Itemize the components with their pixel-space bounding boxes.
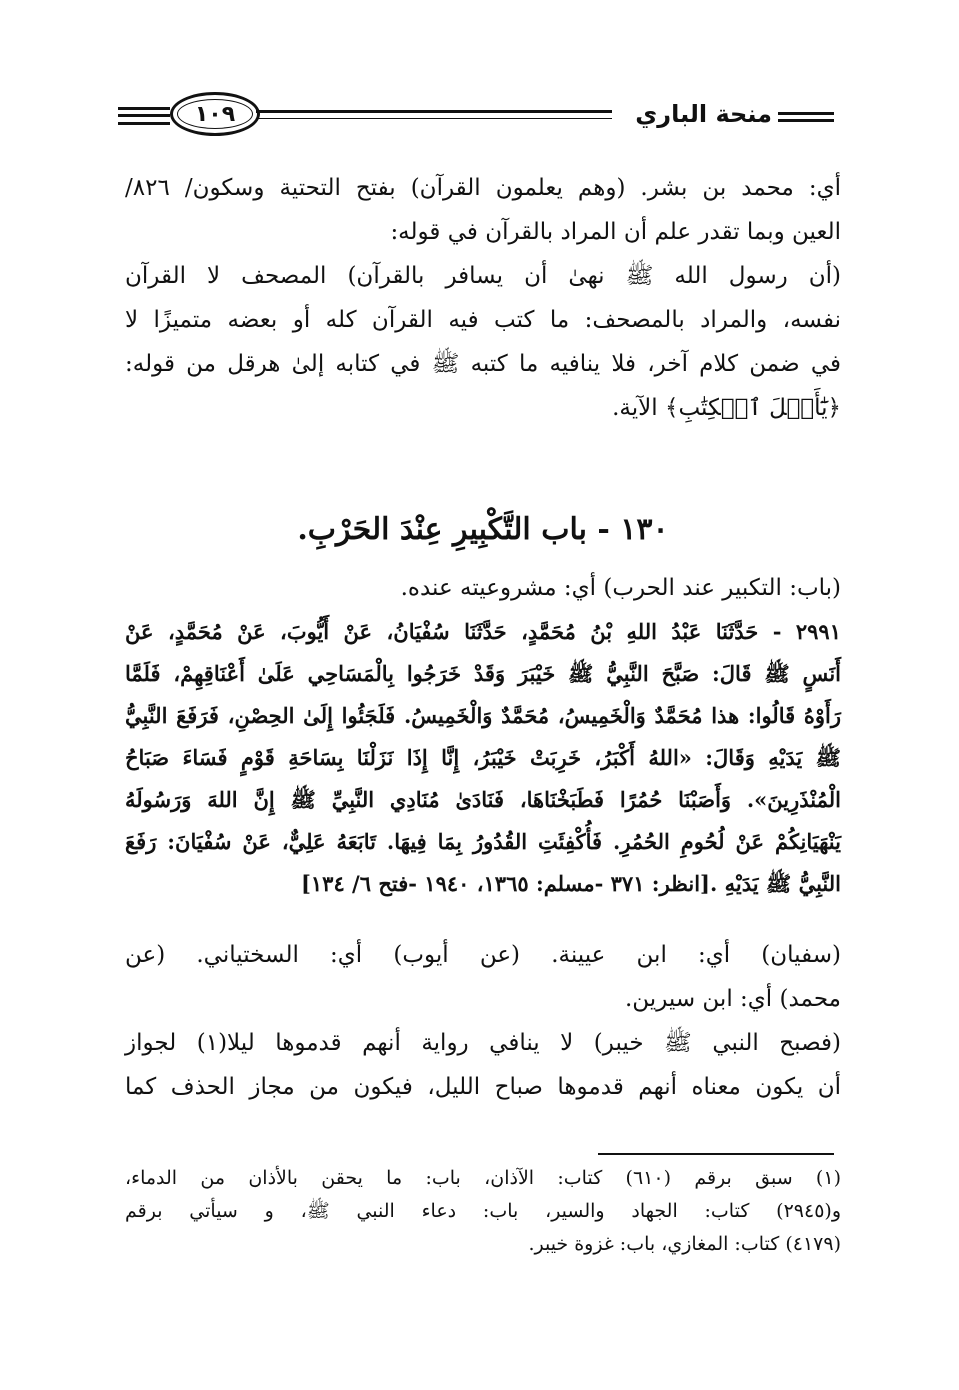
footnote-separator	[598, 1153, 834, 1155]
footnote-line: (١) سبق برقم (٦١٠) كتاب: الآذان، باب: ما يحقن بالأذان من الدماء،	[125, 1167, 841, 1189]
header-ornament-left	[118, 107, 170, 125]
footnote-line: (٤١٧٩) كتاب: المغازي، باب: غزوة خيبر.	[528, 1233, 841, 1255]
footnote-line: و(٢٩٤٥) كتاب: الجهاد والسير، باب: دعاء النبي ﷺ، و سيأتي برقم	[125, 1200, 841, 1222]
commentary	[125, 935, 841, 1111]
text-line: (أن رسول الله ﷺ نهىٰ أن يسافر بالقرآن) المصحف لا القرآن	[125, 263, 841, 289]
section-heading: ١٣٠ - باب التَّكْبِيرِ عِنْدَ الحَرْبِ.	[297, 512, 669, 547]
footnotes	[125, 1162, 841, 1261]
header-rule	[256, 110, 612, 113]
commentary-line: (فصبح النبي ﷺ خيبر) لا ينافي رواية أنهم قدموها ليلا(١) لجواز	[125, 1030, 841, 1056]
hadith-line: ﷺ يَدَيْهِ وَقَالَ: «اللهُ أَكْبَرُ، خَرِبَتْ خَيْبَرُ، إِنَّا إِذَا نَزَلْنَا بِسَاحَةِ قَوْمٍ فَسَاءَ صَبَاحُ	[125, 745, 841, 770]
book-title: منحة الباري	[635, 100, 772, 128]
text-line: أي: محمد بن بشر. (وهم يعلمون القرآن) بفتح التحتية وسكون/ ٨٢٦/	[125, 175, 841, 201]
page-number: ١٠٩	[170, 92, 260, 136]
hadith-line: ٢٩٩١ - حَدَّثَنَا عَبْدُ اللهِ بْنُ مُحَمَّدٍ، حَدَّثَنَا سُفْيَانُ، عَنْ أَيُّوبَ، عَنْ مُحَمَّدٍ، عَنْ	[125, 619, 841, 644]
opening-text	[125, 168, 841, 432]
text-line: في ضمن كلام آخر، فلا ينافيه ما كتبه ﷺ في كتابه إلىٰ هرقل من قوله:	[125, 351, 841, 377]
hadith-line: رَأَوْهُ قَالُوا: هذا مُحَمَّدٌ وَالْخَمِيسُ، مُحَمَّدٌ وَالْخَمِيسُ. فَلَجَئُوا إِلَىٰ الحِصْنِ، فَرَفَعَ النَّبِيُّ	[125, 703, 841, 728]
commentary-line: أن يكون معناه أنهم قدموها صباح الليل، فيكون من مجاز الحذف كما	[125, 1074, 841, 1100]
commentary-line: (سفيان) أي: ابن عيينة. (عن أيوب) أي: السختياني. (عن	[125, 942, 841, 968]
section-note: (باب: التكبير عند الحرب) أي: مشروعيته عنده.	[400, 575, 841, 601]
page-header	[118, 92, 834, 142]
hadith-line: الْمُنْذَرِينَ». وَأَصَبْنَا حُمُرًا فَطَبَخْنَاهَا، فَنَادَىٰ مُنَادِي النَّبِيِّ ﷺ إِنَّ اللهَ وَرَسُولَهُ	[125, 787, 841, 812]
text-line: العين وبما تقدر علم أن المراد بالقرآن في قوله:	[390, 219, 841, 245]
header-ornament-right	[778, 112, 834, 118]
text-line: ﴿يَٰٓأَهۡلَ ٱلۡكِتَٰبِ﴾ الآية.	[612, 395, 841, 421]
text-line: نفسه، والمراد بالمصحف: ما كتب فيه القرآن كله أو بعضه متميزًا لا	[125, 307, 841, 333]
hadith-block	[125, 568, 841, 906]
commentary-line: محمد) أي: ابن سيرين.	[624, 986, 841, 1012]
hadith-text	[125, 612, 841, 906]
hadith-line: النَّبِيُّ ﷺ يَدَيْهِ .[انظر: ٣٧١ -مسلم: ١٣٦٥، ١٩٤٠ -فتح ٦/ ١٣٤]	[300, 871, 841, 896]
hadith-line: أَنَسٍ ﷺ قَالَ: صَبَّحَ النَّبِيُّ ﷺ خَيْبَرَ وَقَدْ خَرَجُوا بِالْمَسَاحِي عَلَىٰ أَعْنَاقِهِمْ، فَلَمَّا	[125, 661, 841, 686]
hadith-line: يَنْهَيَانِكُمْ عَنْ لُحُومِ الحُمُرِ. فَأُكْفِئَتِ القُدُورُ بِمَا فِيهَا. تَابَعَهُ عَلِيٌّ، عَنْ سُفْيَانَ: رَفَعَ	[125, 829, 841, 854]
